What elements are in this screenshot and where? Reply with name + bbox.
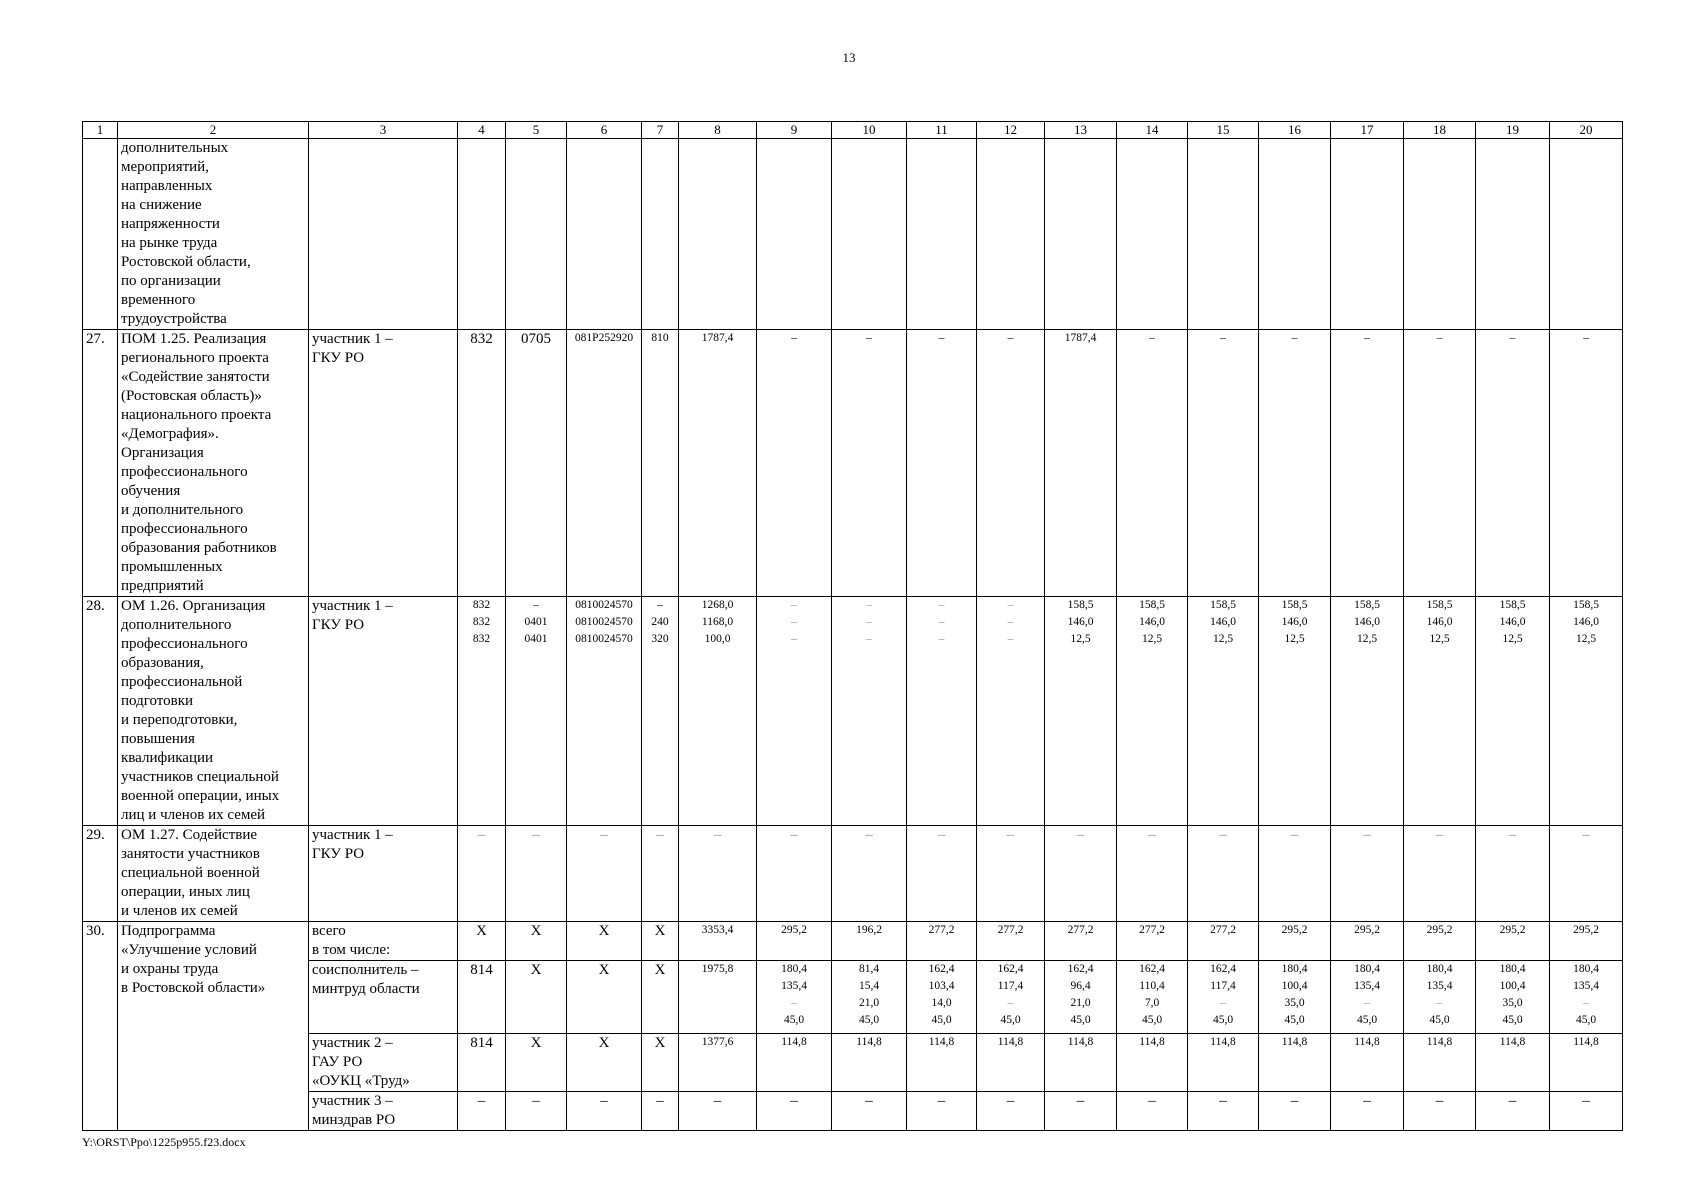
table-cell: 1377,6 xyxy=(679,1034,757,1092)
table-cell: – xyxy=(458,1092,506,1131)
header-cell: 9 xyxy=(757,122,832,139)
table-cell: 158,5 146,0 12,5 xyxy=(1117,597,1188,826)
file-path-footer: Y:\ORST\Ppo\1225p955.f23.docx xyxy=(82,1135,246,1149)
header-cell: 6 xyxy=(567,122,642,139)
table-cell: 1268,0 1168,0 100,0 xyxy=(679,597,757,826)
table-cell xyxy=(1404,139,1476,330)
table-cell: – xyxy=(1045,1092,1117,1131)
table-cell: Х xyxy=(567,1034,642,1092)
table-cell: 114,8 xyxy=(1331,1034,1404,1092)
table-cell: 277,2 xyxy=(1188,922,1259,961)
table-cell: – xyxy=(567,826,642,922)
table-row xyxy=(83,1034,1623,1092)
table-cell xyxy=(83,139,118,330)
table-cell: – – – xyxy=(977,597,1045,826)
table-row xyxy=(83,139,1623,330)
executor: участник 2 – ГАУ РО «ОУКЦ «Труд» xyxy=(309,1034,458,1092)
table-cell: 295,2 xyxy=(1404,922,1476,961)
table-cell: Х xyxy=(506,1034,567,1092)
table-cell: 295,2 xyxy=(1259,922,1331,961)
item-name: дополнительных мероприятий, направленных на снижение напряженности на рынке труда Ростовской области, по организации временного трудоустройства xyxy=(118,139,309,330)
table-cell xyxy=(1188,139,1259,330)
table-cell: 114,8 xyxy=(1550,1034,1623,1092)
executor: участник 1 – ГКУ РО xyxy=(309,826,458,922)
table-cell: – xyxy=(1331,1092,1404,1131)
table-cell: 114,8 xyxy=(977,1034,1045,1092)
table-cell: 162,4 103,4 14,0 45,0 xyxy=(907,961,977,1034)
table-cell: 158,5 146,0 12,5 xyxy=(1259,597,1331,826)
table-row xyxy=(83,1092,1623,1131)
table-cell: – xyxy=(832,826,907,922)
table-cell: 295,2 xyxy=(1476,922,1550,961)
table-cell: 814 xyxy=(458,961,506,1034)
table-cell: – xyxy=(1045,826,1117,922)
table-cell xyxy=(679,139,757,330)
table-cell: – xyxy=(506,1092,567,1131)
table-cell: 277,2 xyxy=(1117,922,1188,961)
table-cell xyxy=(1476,139,1550,330)
header-cell: 14 xyxy=(1117,122,1188,139)
table-cell xyxy=(506,139,567,330)
header-cell: 15 xyxy=(1188,122,1259,139)
table-cell xyxy=(1117,139,1188,330)
header-cell: 12 xyxy=(977,122,1045,139)
header-cell: 10 xyxy=(832,122,907,139)
table-cell: 158,5 146,0 12,5 xyxy=(1331,597,1404,826)
table-cell: 810 xyxy=(642,330,679,597)
header-cell: 16 xyxy=(1259,122,1331,139)
table-cell: 114,8 xyxy=(1404,1034,1476,1092)
table-cell: 081Р252920 xyxy=(567,330,642,597)
header-cell: 5 xyxy=(506,122,567,139)
header-cell: 19 xyxy=(1476,122,1550,139)
table-cell: – xyxy=(832,330,907,597)
table-cell: – xyxy=(1550,330,1623,597)
table-cell: – xyxy=(832,1092,907,1131)
table-cell: – xyxy=(907,826,977,922)
table-cell: – xyxy=(567,1092,642,1131)
table-cell xyxy=(458,139,506,330)
executor: соисполнитель – минтруд области xyxy=(309,961,458,1034)
table-cell: 180,4 135,4 – 45,0 xyxy=(757,961,832,1034)
table-cell xyxy=(642,139,679,330)
table-cell: – xyxy=(1404,1092,1476,1131)
table-cell: 114,8 xyxy=(907,1034,977,1092)
header-cell: 11 xyxy=(907,122,977,139)
header-cell: 18 xyxy=(1404,122,1476,139)
table-cell: – xyxy=(1117,1092,1188,1131)
table-cell: 162,4 96,4 21,0 45,0 xyxy=(1045,961,1117,1034)
table-cell: – xyxy=(1476,826,1550,922)
header-cell: 20 xyxy=(1550,122,1623,139)
table-cell: – xyxy=(1331,330,1404,597)
table-cell: – – – xyxy=(757,597,832,826)
table-cell: 158,5 146,0 12,5 xyxy=(1404,597,1476,826)
table-cell: – 240 320 xyxy=(642,597,679,826)
table-cell: – xyxy=(458,826,506,922)
table-cell: Х xyxy=(642,1034,679,1092)
table-cell: 277,2 xyxy=(907,922,977,961)
table-cell: 158,5 146,0 12,5 xyxy=(1045,597,1117,826)
table-cell: – xyxy=(642,826,679,922)
executor: участник 1 – ГКУ РО xyxy=(309,597,458,826)
table-cell: 277,2 xyxy=(1045,922,1117,961)
table-cell: – xyxy=(1259,330,1331,597)
table-cell: 1787,4 xyxy=(1045,330,1117,597)
table-cell: Х xyxy=(567,922,642,961)
executor: участник 3 – минздрав РО xyxy=(309,1092,458,1131)
table-cell: – xyxy=(1550,1092,1623,1131)
table-cell: 180,4 135,4 – 45,0 xyxy=(1550,961,1623,1034)
item-name: ПОМ 1.25. Реализация регионального проекта «Содействие занятости (Ростовская область)» национального проекта «Демография». Организация профессионального обучения и дополнительного профессионального образования работников промышленных предприятий xyxy=(118,330,309,597)
row-number: 30. xyxy=(83,922,118,1131)
table-cell: 196,2 xyxy=(832,922,907,961)
table-cell: – xyxy=(1476,1092,1550,1131)
table-cell: 295,2 xyxy=(1550,922,1623,961)
table-cell: – xyxy=(907,330,977,597)
table-cell: Х xyxy=(506,961,567,1034)
row-number: 28. xyxy=(83,597,118,826)
table-cell: 114,8 xyxy=(1188,1034,1259,1092)
table-cell: – xyxy=(977,330,1045,597)
table-cell: 1787,4 xyxy=(679,330,757,597)
table-cell: – xyxy=(757,1092,832,1131)
table-cell: 3353,4 xyxy=(679,922,757,961)
table-cell: 295,2 xyxy=(757,922,832,961)
table-cell: 114,8 xyxy=(1476,1034,1550,1092)
table-cell: 158,5 146,0 12,5 xyxy=(1476,597,1550,826)
table-cell: – xyxy=(977,826,1045,922)
table-cell: – – – xyxy=(832,597,907,826)
table-row xyxy=(83,597,1623,826)
budget-table xyxy=(82,121,1623,1131)
executor: участник 1 – ГКУ РО xyxy=(309,330,458,597)
table-cell: 0810024570 0810024570 0810024570 xyxy=(567,597,642,826)
table-cell: 114,8 xyxy=(832,1034,907,1092)
table-cell: 832 xyxy=(458,330,506,597)
table-cell xyxy=(1259,139,1331,330)
table-cell: – xyxy=(757,826,832,922)
table-cell: 162,4 110,4 7,0 45,0 xyxy=(1117,961,1188,1034)
table-cell xyxy=(907,139,977,330)
table-cell xyxy=(757,139,832,330)
table-cell: 158,5 146,0 12,5 xyxy=(1550,597,1623,826)
table-cell: 1975,8 xyxy=(679,961,757,1034)
table-cell: – xyxy=(907,1092,977,1131)
header-cell: 3 xyxy=(309,122,458,139)
row-number: 27. xyxy=(83,330,118,597)
table-cell: Х xyxy=(642,922,679,961)
table-cell: – 0401 0401 xyxy=(506,597,567,826)
table-cell: – xyxy=(757,330,832,597)
table-cell: Х xyxy=(642,961,679,1034)
table-row xyxy=(83,961,1623,1034)
table-cell: Х xyxy=(506,922,567,961)
table-cell: – xyxy=(1259,826,1331,922)
row-number: 29. xyxy=(83,826,118,922)
table-cell xyxy=(1550,139,1623,330)
page-number: 13 xyxy=(842,50,856,65)
table-cell: – xyxy=(1188,826,1259,922)
table-cell: 114,8 xyxy=(1259,1034,1331,1092)
table-row xyxy=(83,826,1623,922)
table-cell: – xyxy=(1259,1092,1331,1131)
table-cell: 277,2 xyxy=(977,922,1045,961)
table-cell: 832 832 832 xyxy=(458,597,506,826)
item-name: ОМ 1.26. Организация дополнительного профессионального образования, профессиональной подготовки и переподготовки, повышения квалификации участников специальной военной операции, иных лиц и членов их семей xyxy=(118,597,309,826)
table-cell: 295,2 xyxy=(1331,922,1404,961)
table-cell: – xyxy=(1117,826,1188,922)
table-cell: – xyxy=(1188,330,1259,597)
table-cell: – xyxy=(1331,826,1404,922)
executor: всего в том числе: xyxy=(309,922,458,961)
table-cell: 114,8 xyxy=(1117,1034,1188,1092)
table-cell xyxy=(309,139,458,330)
table-cell xyxy=(1331,139,1404,330)
table-cell xyxy=(1045,139,1117,330)
table-cell: – xyxy=(1404,826,1476,922)
table-cell: – xyxy=(506,826,567,922)
table-cell: 158,5 146,0 12,5 xyxy=(1188,597,1259,826)
table-cell: 0705 xyxy=(506,330,567,597)
table-cell: 114,8 xyxy=(757,1034,832,1092)
header-cell: 13 xyxy=(1045,122,1117,139)
item-name: Подпрограмма «Улучшение условий и охраны труда в Ростовской области» xyxy=(118,922,309,1131)
table-cell: – xyxy=(1550,826,1623,922)
table-cell xyxy=(832,139,907,330)
header-cell: 1 xyxy=(83,122,118,139)
table-cell: – xyxy=(642,1092,679,1131)
table-cell: 180,4 100,4 35,0 45,0 xyxy=(1476,961,1550,1034)
table-cell: – xyxy=(977,1092,1045,1131)
table-cell xyxy=(977,139,1045,330)
header-row xyxy=(83,122,1623,139)
table-cell: – xyxy=(1476,330,1550,597)
header-cell: 2 xyxy=(118,122,309,139)
table-cell: 180,4 100,4 35,0 45,0 xyxy=(1259,961,1331,1034)
item-name: ОМ 1.27. Содействие занятости участников специальной военной операции, иных лиц и членов их семей xyxy=(118,826,309,922)
table-cell: 162,4 117,4 – 45,0 xyxy=(977,961,1045,1034)
table-row xyxy=(83,922,1623,961)
table-cell xyxy=(567,139,642,330)
header-cell: 4 xyxy=(458,122,506,139)
table-cell: – xyxy=(1117,330,1188,597)
table-cell: – xyxy=(679,1092,757,1131)
table-cell: – xyxy=(679,826,757,922)
table-cell: – xyxy=(1404,330,1476,597)
table-cell: Х xyxy=(567,961,642,1034)
table-row xyxy=(83,330,1623,597)
table-cell: 81,4 15,4 21,0 45,0 xyxy=(832,961,907,1034)
header-cell: 8 xyxy=(679,122,757,139)
table-cell: 180,4 135,4 – 45,0 xyxy=(1331,961,1404,1034)
table-cell: Х xyxy=(458,922,506,961)
table-cell: 180,4 135,4 – 45,0 xyxy=(1404,961,1476,1034)
table-cell: – – – xyxy=(907,597,977,826)
table-cell: – xyxy=(1188,1092,1259,1131)
header-cell: 17 xyxy=(1331,122,1404,139)
table-cell: 814 xyxy=(458,1034,506,1092)
table-cell: 162,4 117,4 – 45,0 xyxy=(1188,961,1259,1034)
table-cell: 114,8 xyxy=(1045,1034,1117,1092)
header-cell: 7 xyxy=(642,122,679,139)
